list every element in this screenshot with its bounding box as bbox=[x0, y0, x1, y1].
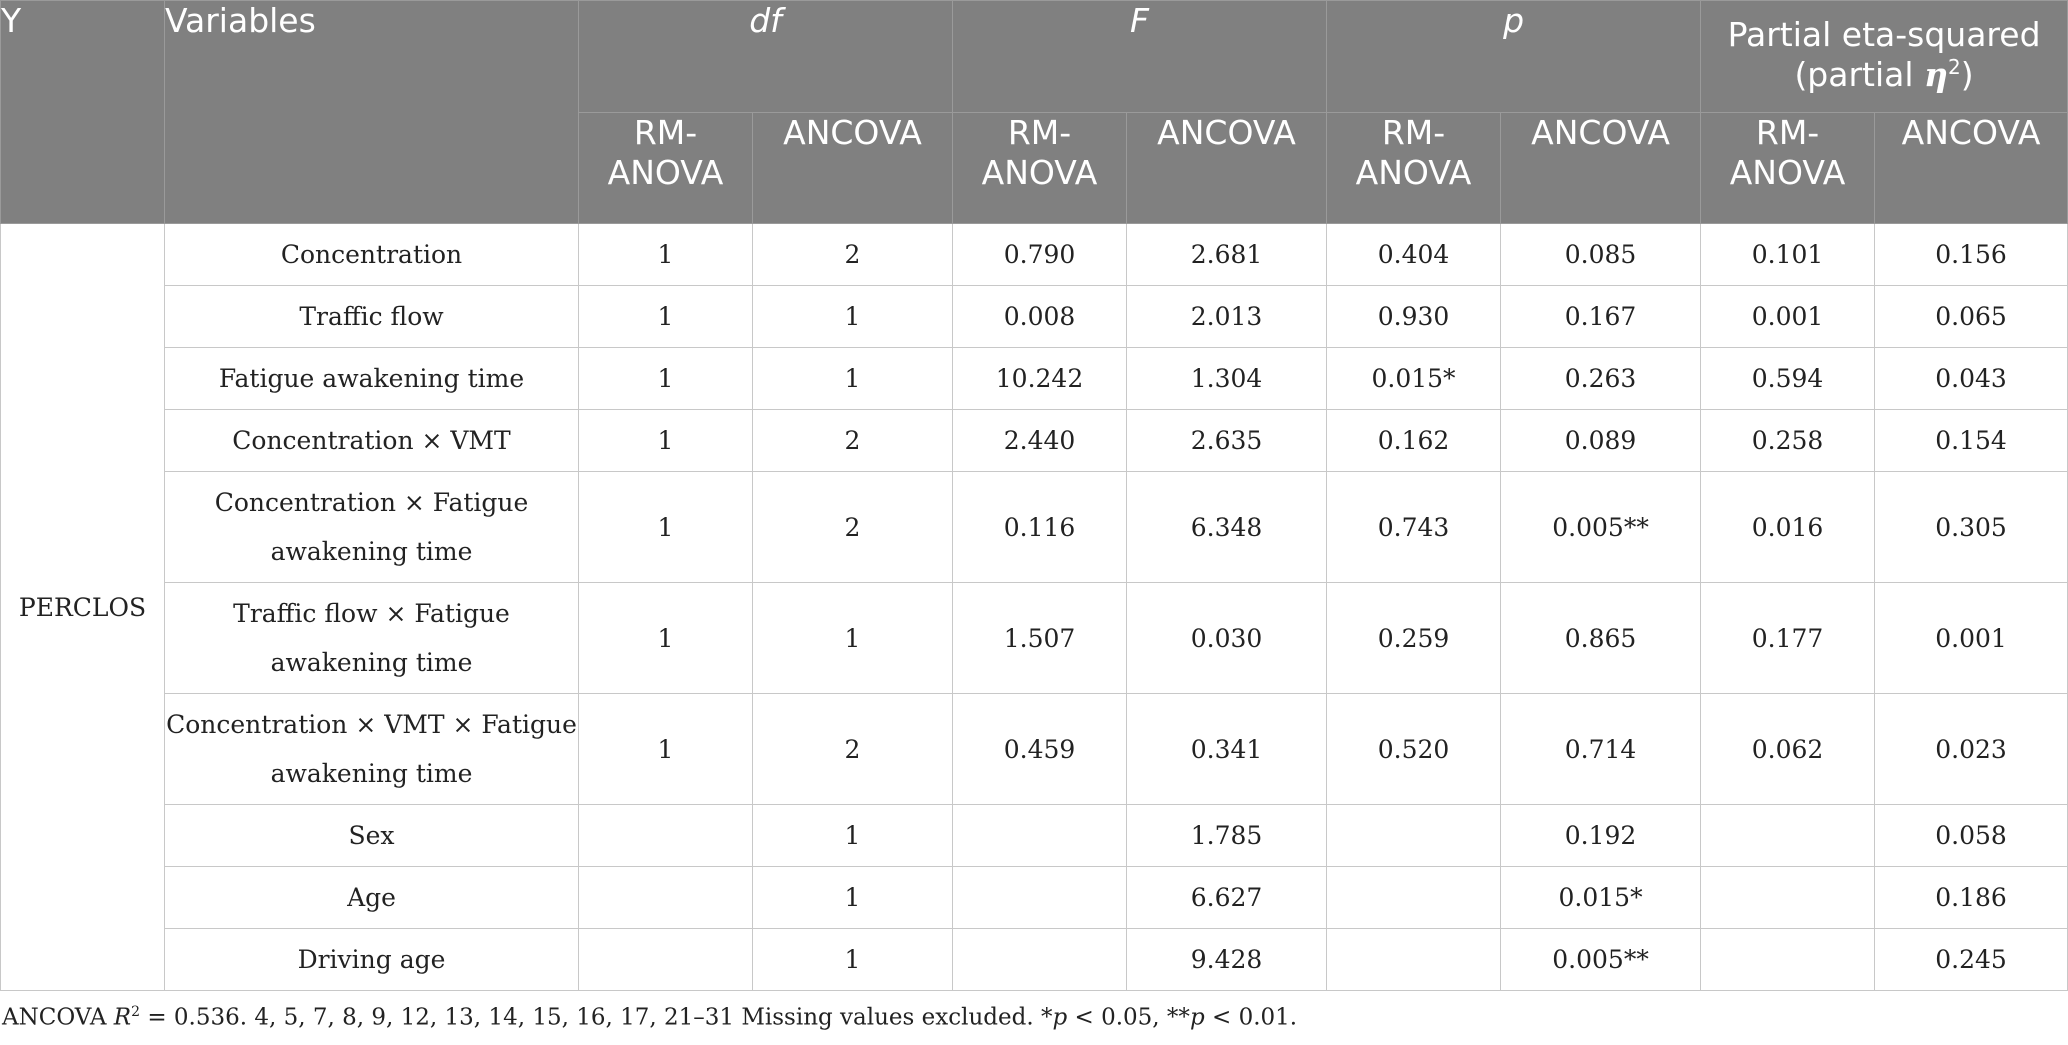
header-eta-close: ) bbox=[1960, 55, 1974, 94]
table-row bbox=[1, 694, 2068, 805]
cell-p-rm: 0.015* bbox=[1327, 348, 1501, 410]
cell-df-rm: 1 bbox=[579, 472, 753, 583]
footnote-r: R bbox=[113, 1004, 132, 1031]
footnote-mid: < 0.05, ** bbox=[1067, 1004, 1190, 1031]
header-eta-line1: Partial eta-squared bbox=[1727, 15, 2041, 54]
header-p: p bbox=[1327, 1, 1701, 113]
header-partial-eta bbox=[1701, 1, 2068, 113]
cell-variable: Traffic flow × Fatigue awakening time bbox=[165, 583, 579, 694]
cell-p-ancova: 0.263 bbox=[1501, 348, 1701, 410]
subheader-f-rm-anova: RM-ANOVA bbox=[953, 113, 1127, 224]
footnote-prefix: ANCOVA bbox=[2, 1004, 114, 1031]
cell-p-rm bbox=[1327, 867, 1501, 929]
cell-df-ancova: 1 bbox=[753, 867, 953, 929]
cell-eta-rm: 0.062 bbox=[1701, 694, 1875, 805]
cell-variable: Concentration × Fatigue awakening time bbox=[165, 472, 579, 583]
footnote-body: = 0.536. 4, 5, 7, 8, 9, 12, 13, 14, 15, 16, 17, 21–31 Missing values excluded. * bbox=[140, 1004, 1053, 1031]
cell-p-rm: 0.520 bbox=[1327, 694, 1501, 805]
eta-symbol: η bbox=[1924, 55, 1949, 94]
cell-df-rm: 1 bbox=[579, 694, 753, 805]
footnote-end: < 0.01. bbox=[1204, 1004, 1298, 1031]
header-f: F bbox=[953, 1, 1327, 113]
cell-df-rm bbox=[579, 805, 753, 867]
subheader-eta-rm-anova: RM-ANOVA bbox=[1701, 113, 1875, 224]
cell-eta-ancova: 0.065 bbox=[1875, 286, 2068, 348]
cell-p-ancova: 0.167 bbox=[1501, 286, 1701, 348]
y-group-cell: PERCLOS bbox=[1, 224, 165, 991]
cell-df-ancova: 2 bbox=[753, 410, 953, 472]
cell-f-ancova: 2.681 bbox=[1127, 224, 1327, 286]
cell-eta-rm: 0.594 bbox=[1701, 348, 1875, 410]
cell-df-ancova: 1 bbox=[753, 805, 953, 867]
cell-df-rm: 1 bbox=[579, 224, 753, 286]
cell-f-rm: 0.790 bbox=[953, 224, 1127, 286]
cell-p-rm: 0.404 bbox=[1327, 224, 1501, 286]
cell-eta-rm bbox=[1701, 805, 1875, 867]
cell-f-rm: 0.116 bbox=[953, 472, 1127, 583]
cell-f-ancova: 0.341 bbox=[1127, 694, 1327, 805]
cell-f-rm bbox=[953, 805, 1127, 867]
table-row bbox=[1, 224, 2068, 286]
cell-p-ancova: 0.714 bbox=[1501, 694, 1701, 805]
cell-eta-ancova: 0.154 bbox=[1875, 410, 2068, 472]
cell-eta-rm: 0.001 bbox=[1701, 286, 1875, 348]
cell-f-rm: 0.459 bbox=[953, 694, 1127, 805]
cell-variable: Traffic flow bbox=[165, 286, 579, 348]
cell-p-ancova: 0.085 bbox=[1501, 224, 1701, 286]
cell-p-ancova: 0.089 bbox=[1501, 410, 1701, 472]
subheader-f-ancova: ANCOVA bbox=[1127, 113, 1327, 224]
cell-df-rm bbox=[579, 929, 753, 991]
subheader-p-ancova: ANCOVA bbox=[1501, 113, 1701, 224]
table-row bbox=[1, 583, 2068, 694]
table-row bbox=[1, 286, 2068, 348]
cell-f-ancova: 2.013 bbox=[1127, 286, 1327, 348]
cell-p-rm bbox=[1327, 805, 1501, 867]
cell-variable: Age bbox=[165, 867, 579, 929]
cell-f-ancova: 0.030 bbox=[1127, 583, 1327, 694]
table-row bbox=[1, 348, 2068, 410]
footnote-r-superscript: 2 bbox=[131, 1004, 141, 1020]
cell-variable: Concentration × VMT × Fatigue awakening time bbox=[165, 694, 579, 805]
cell-eta-ancova: 0.058 bbox=[1875, 805, 2068, 867]
cell-variable: Fatigue awakening time bbox=[165, 348, 579, 410]
header-df: df bbox=[579, 1, 953, 113]
cell-eta-ancova: 0.001 bbox=[1875, 583, 2068, 694]
cell-df-ancova: 1 bbox=[753, 286, 953, 348]
cell-f-ancova: 6.348 bbox=[1127, 472, 1327, 583]
table-row bbox=[1, 867, 2068, 929]
cell-df-ancova: 1 bbox=[753, 929, 953, 991]
cell-p-rm: 0.162 bbox=[1327, 410, 1501, 472]
header-variables: Variables bbox=[165, 1, 579, 224]
cell-p-ancova: 0.192 bbox=[1501, 805, 1701, 867]
cell-p-ancova: 0.015* bbox=[1501, 867, 1701, 929]
cell-p-rm bbox=[1327, 929, 1501, 991]
cell-f-rm: 1.507 bbox=[953, 583, 1127, 694]
cell-df-rm: 1 bbox=[579, 410, 753, 472]
cell-eta-rm: 0.016 bbox=[1701, 472, 1875, 583]
header-eta-open: (partial bbox=[1794, 55, 1925, 94]
header-y: Y bbox=[1, 1, 165, 224]
cell-df-ancova: 1 bbox=[753, 583, 953, 694]
cell-df-rm: 1 bbox=[579, 583, 753, 694]
cell-df-rm: 1 bbox=[579, 286, 753, 348]
cell-eta-ancova: 0.245 bbox=[1875, 929, 2068, 991]
table-row bbox=[1, 929, 2068, 991]
cell-variable: Concentration × VMT bbox=[165, 410, 579, 472]
cell-f-ancova: 1.785 bbox=[1127, 805, 1327, 867]
cell-eta-rm bbox=[1701, 929, 1875, 991]
cell-f-rm bbox=[953, 867, 1127, 929]
cell-f-rm: 10.242 bbox=[953, 348, 1127, 410]
cell-p-rm: 0.930 bbox=[1327, 286, 1501, 348]
cell-eta-rm: 0.101 bbox=[1701, 224, 1875, 286]
table-row bbox=[1, 472, 2068, 583]
cell-df-rm: 1 bbox=[579, 348, 753, 410]
cell-f-ancova: 1.304 bbox=[1127, 348, 1327, 410]
subheader-eta-ancova: ANCOVA bbox=[1875, 113, 2068, 224]
cell-eta-ancova: 0.156 bbox=[1875, 224, 2068, 286]
table-footnote bbox=[2, 1004, 1297, 1031]
table-row bbox=[1, 805, 2068, 867]
cell-f-rm: 2.440 bbox=[953, 410, 1127, 472]
cell-eta-ancova: 0.043 bbox=[1875, 348, 2068, 410]
cell-eta-ancova: 0.186 bbox=[1875, 867, 2068, 929]
cell-df-ancova: 2 bbox=[753, 694, 953, 805]
cell-eta-ancova: 0.305 bbox=[1875, 472, 2068, 583]
cell-eta-rm: 0.177 bbox=[1701, 583, 1875, 694]
cell-eta-rm bbox=[1701, 867, 1875, 929]
table-body bbox=[1, 224, 2068, 991]
eta-superscript: 2 bbox=[1948, 55, 1961, 79]
cell-p-rm: 0.259 bbox=[1327, 583, 1501, 694]
cell-df-ancova: 2 bbox=[753, 224, 953, 286]
cell-f-ancova: 2.635 bbox=[1127, 410, 1327, 472]
cell-eta-ancova: 0.023 bbox=[1875, 694, 2068, 805]
subheader-p-rm-anova: RM-ANOVA bbox=[1327, 113, 1501, 224]
cell-p-ancova: 0.865 bbox=[1501, 583, 1701, 694]
cell-p-ancova: 0.005** bbox=[1501, 472, 1701, 583]
footnote-p-symbol-2: p bbox=[1189, 1004, 1205, 1031]
cell-df-rm bbox=[579, 867, 753, 929]
cell-variable: Concentration bbox=[165, 224, 579, 286]
subheader-df-ancova: ANCOVA bbox=[753, 113, 953, 224]
table-row bbox=[1, 410, 2068, 472]
table-header bbox=[1, 1, 2068, 224]
cell-p-rm: 0.743 bbox=[1327, 472, 1501, 583]
subheader-df-rm-anova: RM-ANOVA bbox=[579, 113, 753, 224]
cell-f-rm: 0.008 bbox=[953, 286, 1127, 348]
cell-eta-rm: 0.258 bbox=[1701, 410, 1875, 472]
cell-variable: Driving age bbox=[165, 929, 579, 991]
cell-variable: Sex bbox=[165, 805, 579, 867]
cell-df-ancova: 2 bbox=[753, 472, 953, 583]
cell-f-ancova: 6.627 bbox=[1127, 867, 1327, 929]
cell-df-ancova: 1 bbox=[753, 348, 953, 410]
cell-f-rm bbox=[953, 929, 1127, 991]
cell-f-ancova: 9.428 bbox=[1127, 929, 1327, 991]
cell-p-ancova: 0.005** bbox=[1501, 929, 1701, 991]
footnote-p-symbol-1: p bbox=[1052, 1004, 1068, 1031]
